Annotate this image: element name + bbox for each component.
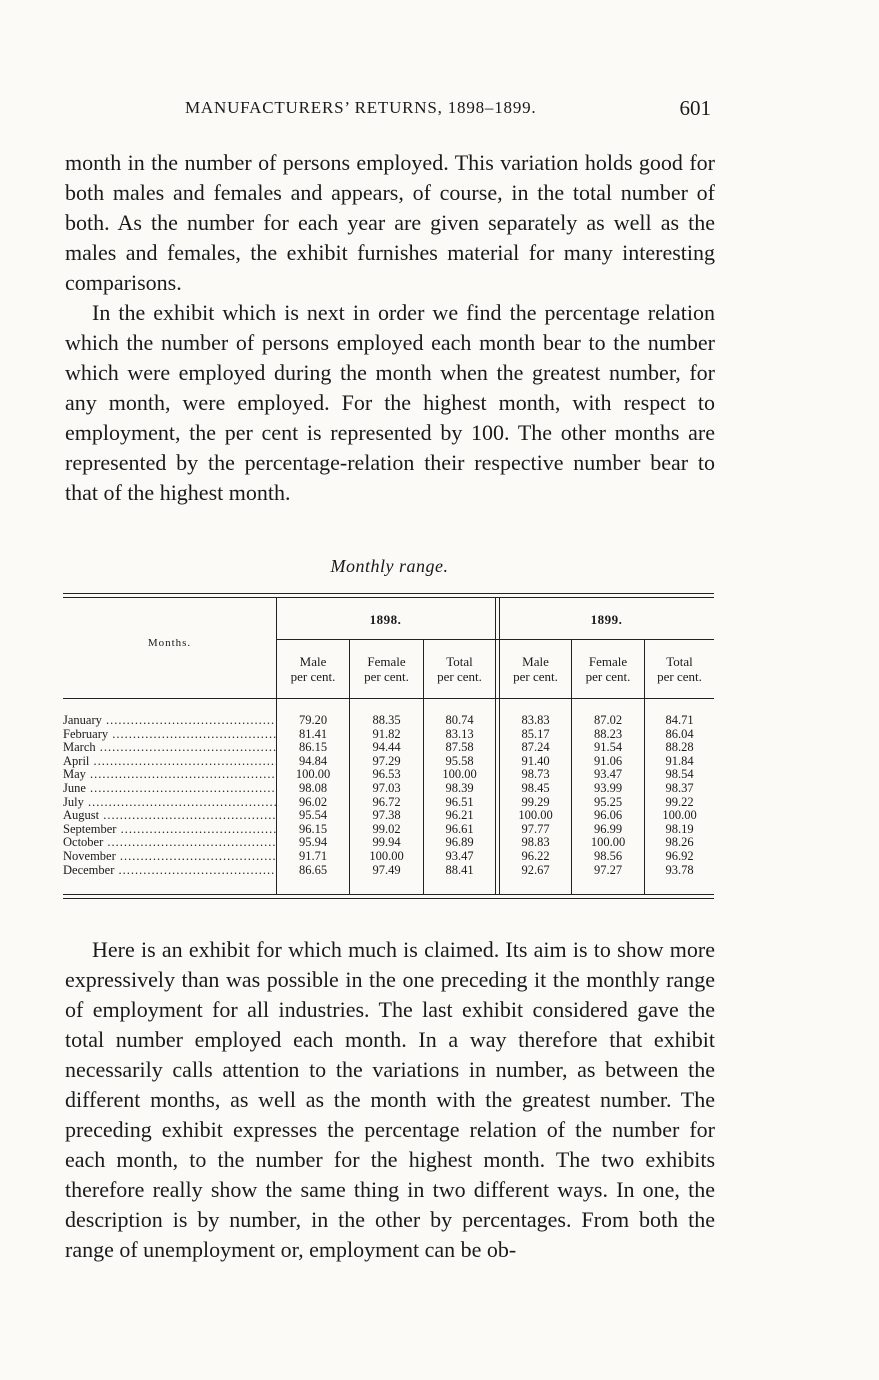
header-line: per cent.: [290, 669, 336, 684]
month-cell: December .....: [63, 864, 276, 878]
running-title: MANUFACTURERS’ RETURNS, 1898–1899.: [185, 98, 537, 117]
value-cell: 98.08: [298, 780, 328, 795]
value-cell: 96.89: [445, 835, 474, 850]
value-cell: 87.02: [593, 713, 623, 727]
value-cell: 91.54: [593, 740, 623, 755]
value-cell: 85.17: [521, 726, 550, 741]
col-1898-total: [424, 714, 495, 877]
value-cell: 99.02: [372, 821, 401, 836]
value-cell: 100.00: [369, 848, 404, 863]
value-cell: 87.58: [445, 740, 474, 755]
table-bottom-rule: [63, 898, 714, 899]
year-1898-header: 1898.: [369, 612, 402, 627]
header-line: per cent.: [657, 669, 702, 684]
value-cell: 84.71: [665, 713, 694, 727]
value-cell: 99.94: [372, 835, 401, 850]
header-line: Female: [588, 654, 628, 669]
value-cell: 83.13: [445, 726, 474, 741]
month-cell: May .....: [63, 768, 276, 782]
col-1898-female: [350, 714, 423, 877]
year-divider-a: [495, 597, 496, 894]
value-cell: 97.38: [372, 808, 401, 823]
value-cell: 88.23: [593, 726, 623, 741]
value-cell: 96.06: [593, 808, 623, 823]
value-cell: 95.94: [298, 835, 328, 850]
header-bottom-rule: [63, 698, 714, 699]
value-cell: 97.77: [521, 821, 550, 836]
header-line: Total: [666, 654, 693, 669]
value-cell: 98.73: [521, 767, 550, 782]
header-line: Male: [522, 654, 549, 669]
header-1899-male: [500, 654, 571, 684]
header-1898-male: [277, 654, 349, 684]
value-cell: 96.61: [445, 821, 474, 836]
value-cell: 98.45: [521, 780, 550, 795]
header-1899-female: [572, 654, 644, 684]
value-cell: 91.84: [665, 753, 694, 768]
header-line: Male: [299, 654, 327, 669]
value-cell: 95.58: [445, 753, 474, 768]
monthly-range-table: [63, 593, 714, 905]
value-cell: 83.83: [521, 713, 550, 727]
value-cell: 88.28: [665, 740, 694, 755]
value-cell: 95.54: [298, 808, 328, 823]
value-cell: 97.49: [372, 862, 401, 877]
month-cell: June .....: [63, 782, 276, 796]
value-cell: 100.00: [442, 767, 477, 782]
value-cell: 91.06: [593, 753, 623, 768]
value-cell: 97.29: [372, 753, 401, 768]
value-cell: 98.39: [445, 780, 474, 795]
table-bottom-rule-inner: [63, 894, 714, 895]
value-cell: 94.44: [372, 740, 401, 755]
value-cell: 94.84: [298, 753, 328, 768]
value-cell: 99.22: [665, 794, 694, 809]
running-head: [0, 96, 879, 126]
value-cell: 97.27: [593, 862, 623, 877]
value-cell: 96.53: [372, 767, 401, 782]
header-1898-female: [350, 654, 423, 684]
value-cell: 96.22: [521, 848, 550, 863]
table-top-rule: [63, 593, 714, 594]
paragraph-continuation: month in the number of persons employed. This variation holds good for both males and females and appears, of course, in the total number of both. As the number for each year are given separately as well as the males and females, the exhibit furnishes material for many interesting comparisons.: [65, 150, 715, 295]
header-line: per cent.: [437, 669, 482, 684]
value-cell: 96.02: [298, 794, 328, 809]
value-cell: 98.19: [665, 821, 694, 836]
value-cell: 96.99: [593, 821, 623, 836]
month-cell: August .....: [63, 809, 276, 823]
value-cell: 79.20: [298, 713, 328, 727]
value-cell: 91.71: [298, 848, 328, 863]
year-1899-header: 1899.: [590, 612, 623, 627]
value-cell: 96.21: [445, 808, 474, 823]
value-cell: 100.00: [518, 808, 553, 823]
value-cell: 88.35: [372, 713, 401, 727]
paragraph-exhibit-claim: Here is an exhibit for which much is claimed. Its aim is to show more expressively than was possible in the one preceding it the monthly range of employment for all industries. The last exhibit considered gave the total number employed each month. In a way therefore that exhibit necessarily calls attention to the variations in number, as between the different months, as well as the month with the greatest number. The preceding exhibit expresses the percentage relation of the number for each month, to the number for the highest month. The two exhibits therefore really show the same thing in two different ways. In one, the description is by number, in the other by percentages. From both the range of unemployment or, employment can be ob-: [65, 937, 715, 1262]
value-cell: 86.15: [298, 740, 328, 755]
value-cell: 98.56: [593, 848, 623, 863]
month-cell: July .....: [63, 796, 276, 810]
table-caption: [0, 556, 879, 577]
value-cell: 93.99: [593, 780, 623, 795]
months-header: Months.: [147, 637, 192, 649]
value-cell: 95.25: [593, 794, 623, 809]
value-cell: 93.47: [593, 767, 623, 782]
month-cell: September .....: [63, 823, 276, 837]
month-cell: March .....: [63, 741, 276, 755]
value-cell: 96.15: [298, 821, 328, 836]
value-cell: 91.40: [521, 753, 550, 768]
value-cell: 88.41: [445, 862, 474, 877]
col-1899-female: [572, 714, 644, 877]
paragraph-exhibit-description: In the exhibit which is next in order we find the percentage relation which the number of persons employed each month bear to the number which were employed during the month when the greatest number, for any month, were employed. For the highest month, with respect to employment, the per cent is represented by 100. The other months are represented by the percentage-relation their respective number bear to that of the highest month.: [65, 300, 715, 505]
table-top-rule-inner: [63, 597, 714, 598]
value-cell: 100.00: [295, 767, 331, 782]
value-cell: 97.03: [372, 780, 401, 795]
value-cell: 81.41: [298, 726, 328, 741]
value-cell: 80.74: [445, 713, 474, 727]
header-line: Total: [446, 654, 473, 669]
value-cell: 91.82: [372, 726, 401, 741]
value-cell: 96.72: [372, 794, 401, 809]
value-cell: 99.29: [521, 794, 550, 809]
value-cell: 98.26: [665, 835, 694, 850]
value-cell: 96.92: [665, 848, 694, 863]
table-caption-text: Monthly range.: [330, 556, 449, 576]
col-1899-total: [645, 714, 714, 877]
header-line: per cent.: [513, 669, 558, 684]
value-cell: 100.00: [662, 808, 697, 823]
value-cell: 98.54: [665, 767, 694, 782]
header-1898-total: [424, 654, 495, 684]
header-1899-total: [645, 654, 714, 684]
month-cell: January .....: [63, 714, 276, 728]
month-cell: April .....: [63, 755, 276, 769]
value-cell: 93.78: [665, 862, 694, 877]
header-line: Female: [367, 654, 406, 669]
header-line: per cent.: [585, 669, 631, 684]
col-1898-male: [277, 714, 349, 877]
value-cell: 86.65: [298, 862, 328, 877]
value-cell: 98.37: [665, 780, 694, 795]
value-cell: 86.04: [665, 726, 694, 741]
month-column: [63, 714, 276, 877]
value-cell: 98.83: [521, 835, 550, 850]
page-number: 601: [679, 96, 711, 120]
col-1899-male: [500, 714, 571, 877]
value-cell: 87.24: [521, 740, 550, 755]
value-cell: 93.47: [445, 848, 474, 863]
value-cell: 100.00: [590, 835, 626, 850]
month-cell: October .....: [63, 836, 276, 850]
month-cell: February .....: [63, 728, 276, 742]
header-line: per cent.: [364, 669, 409, 684]
value-cell: 96.51: [445, 794, 474, 809]
value-cell: 92.67: [521, 862, 550, 877]
month-cell: November .....: [63, 850, 276, 864]
